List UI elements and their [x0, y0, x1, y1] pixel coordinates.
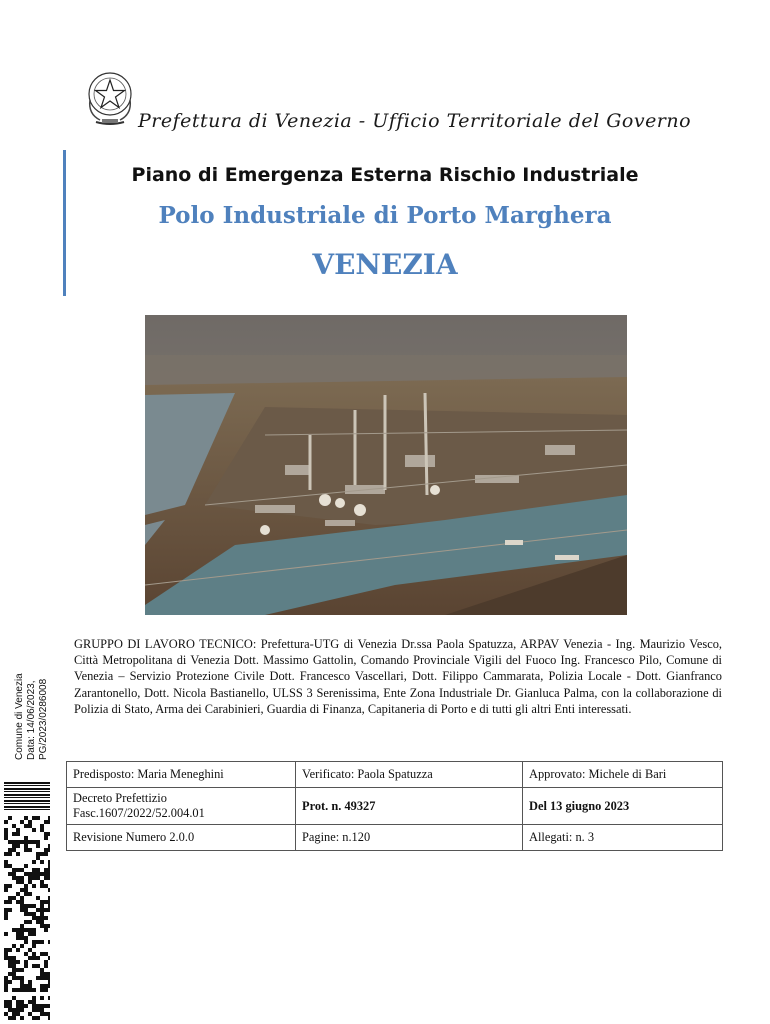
aerial-photo-industrial-port-icon — [145, 315, 627, 615]
verified-by-cell: Verificato: Paola Spatuzza — [296, 762, 523, 788]
barcode-icon — [4, 782, 50, 1020]
working-group-paragraph: GRUPPO DI LAVORO TECNICO: Prefettura-UTG di Venezia Dr.ssa Paola Spatuzza, ARPAV Venezia - Ing. Maurizio Vesco, Città Metropolitana di Venezia Dott. Massimo Gattolin, Comando Provinciale Vigili del Fuoco Ing. Francesco Pilo, Comune di Venezia – Servizio Protezione Civile Dott. Francesco Vascellari, Dott. Filippo Cammarata, Polizia Locale - Dott. Gianfranco Zarantonello, Dott. Nicola Bastianello, ULSS 3 Serenissima, Ente Zona Industriale Dr. Gianluca Palma, con la collaborazione di Polizia di Stato, Arma dei Carabinieri, Guardia di Finanza, Capitaneria di Porto e di tutti gli altri Enti interessati. — [74, 637, 722, 716]
city-title: VENEZIA — [312, 248, 458, 281]
table-row — [67, 825, 723, 851]
site-title: Polo Industriale di Porto Marghera — [158, 202, 612, 229]
stamp-line-2: Data: 14/06/2023, PG/2023/0286008 — [26, 678, 49, 760]
document-info-table — [66, 761, 723, 851]
table-row — [67, 788, 723, 825]
pages-cell: Pagine: n.120 — [296, 825, 523, 851]
attachments-cell: Allegati: n. 3 — [523, 825, 723, 851]
prepared-by-cell: Predisposto: Maria Meneghini — [67, 762, 296, 788]
revision-cell: Revisione Numero 2.0.0 — [67, 825, 296, 851]
stamp-line-1: Comune di Venezia — [14, 673, 25, 760]
decree-cell: Decreto Prefettizio Fasc.1607/2022/52.004.01 — [67, 788, 296, 825]
registration-stamp — [14, 630, 49, 760]
office-title: Prefettura di Venezia - Ufficio Territoriale del Governo — [138, 110, 692, 132]
approved-by-cell: Approvato: Michele di Bari — [523, 762, 723, 788]
plan-title: Piano di Emergenza Esterna Rischio Industriale — [131, 164, 639, 186]
protocol-cell: Prot. n. 49327 — [296, 788, 523, 825]
date-cell: Del 13 giugno 2023 — [523, 788, 723, 825]
table-row — [67, 762, 723, 788]
document-header — [84, 70, 704, 140]
italian-republic-emblem-icon — [84, 70, 136, 128]
